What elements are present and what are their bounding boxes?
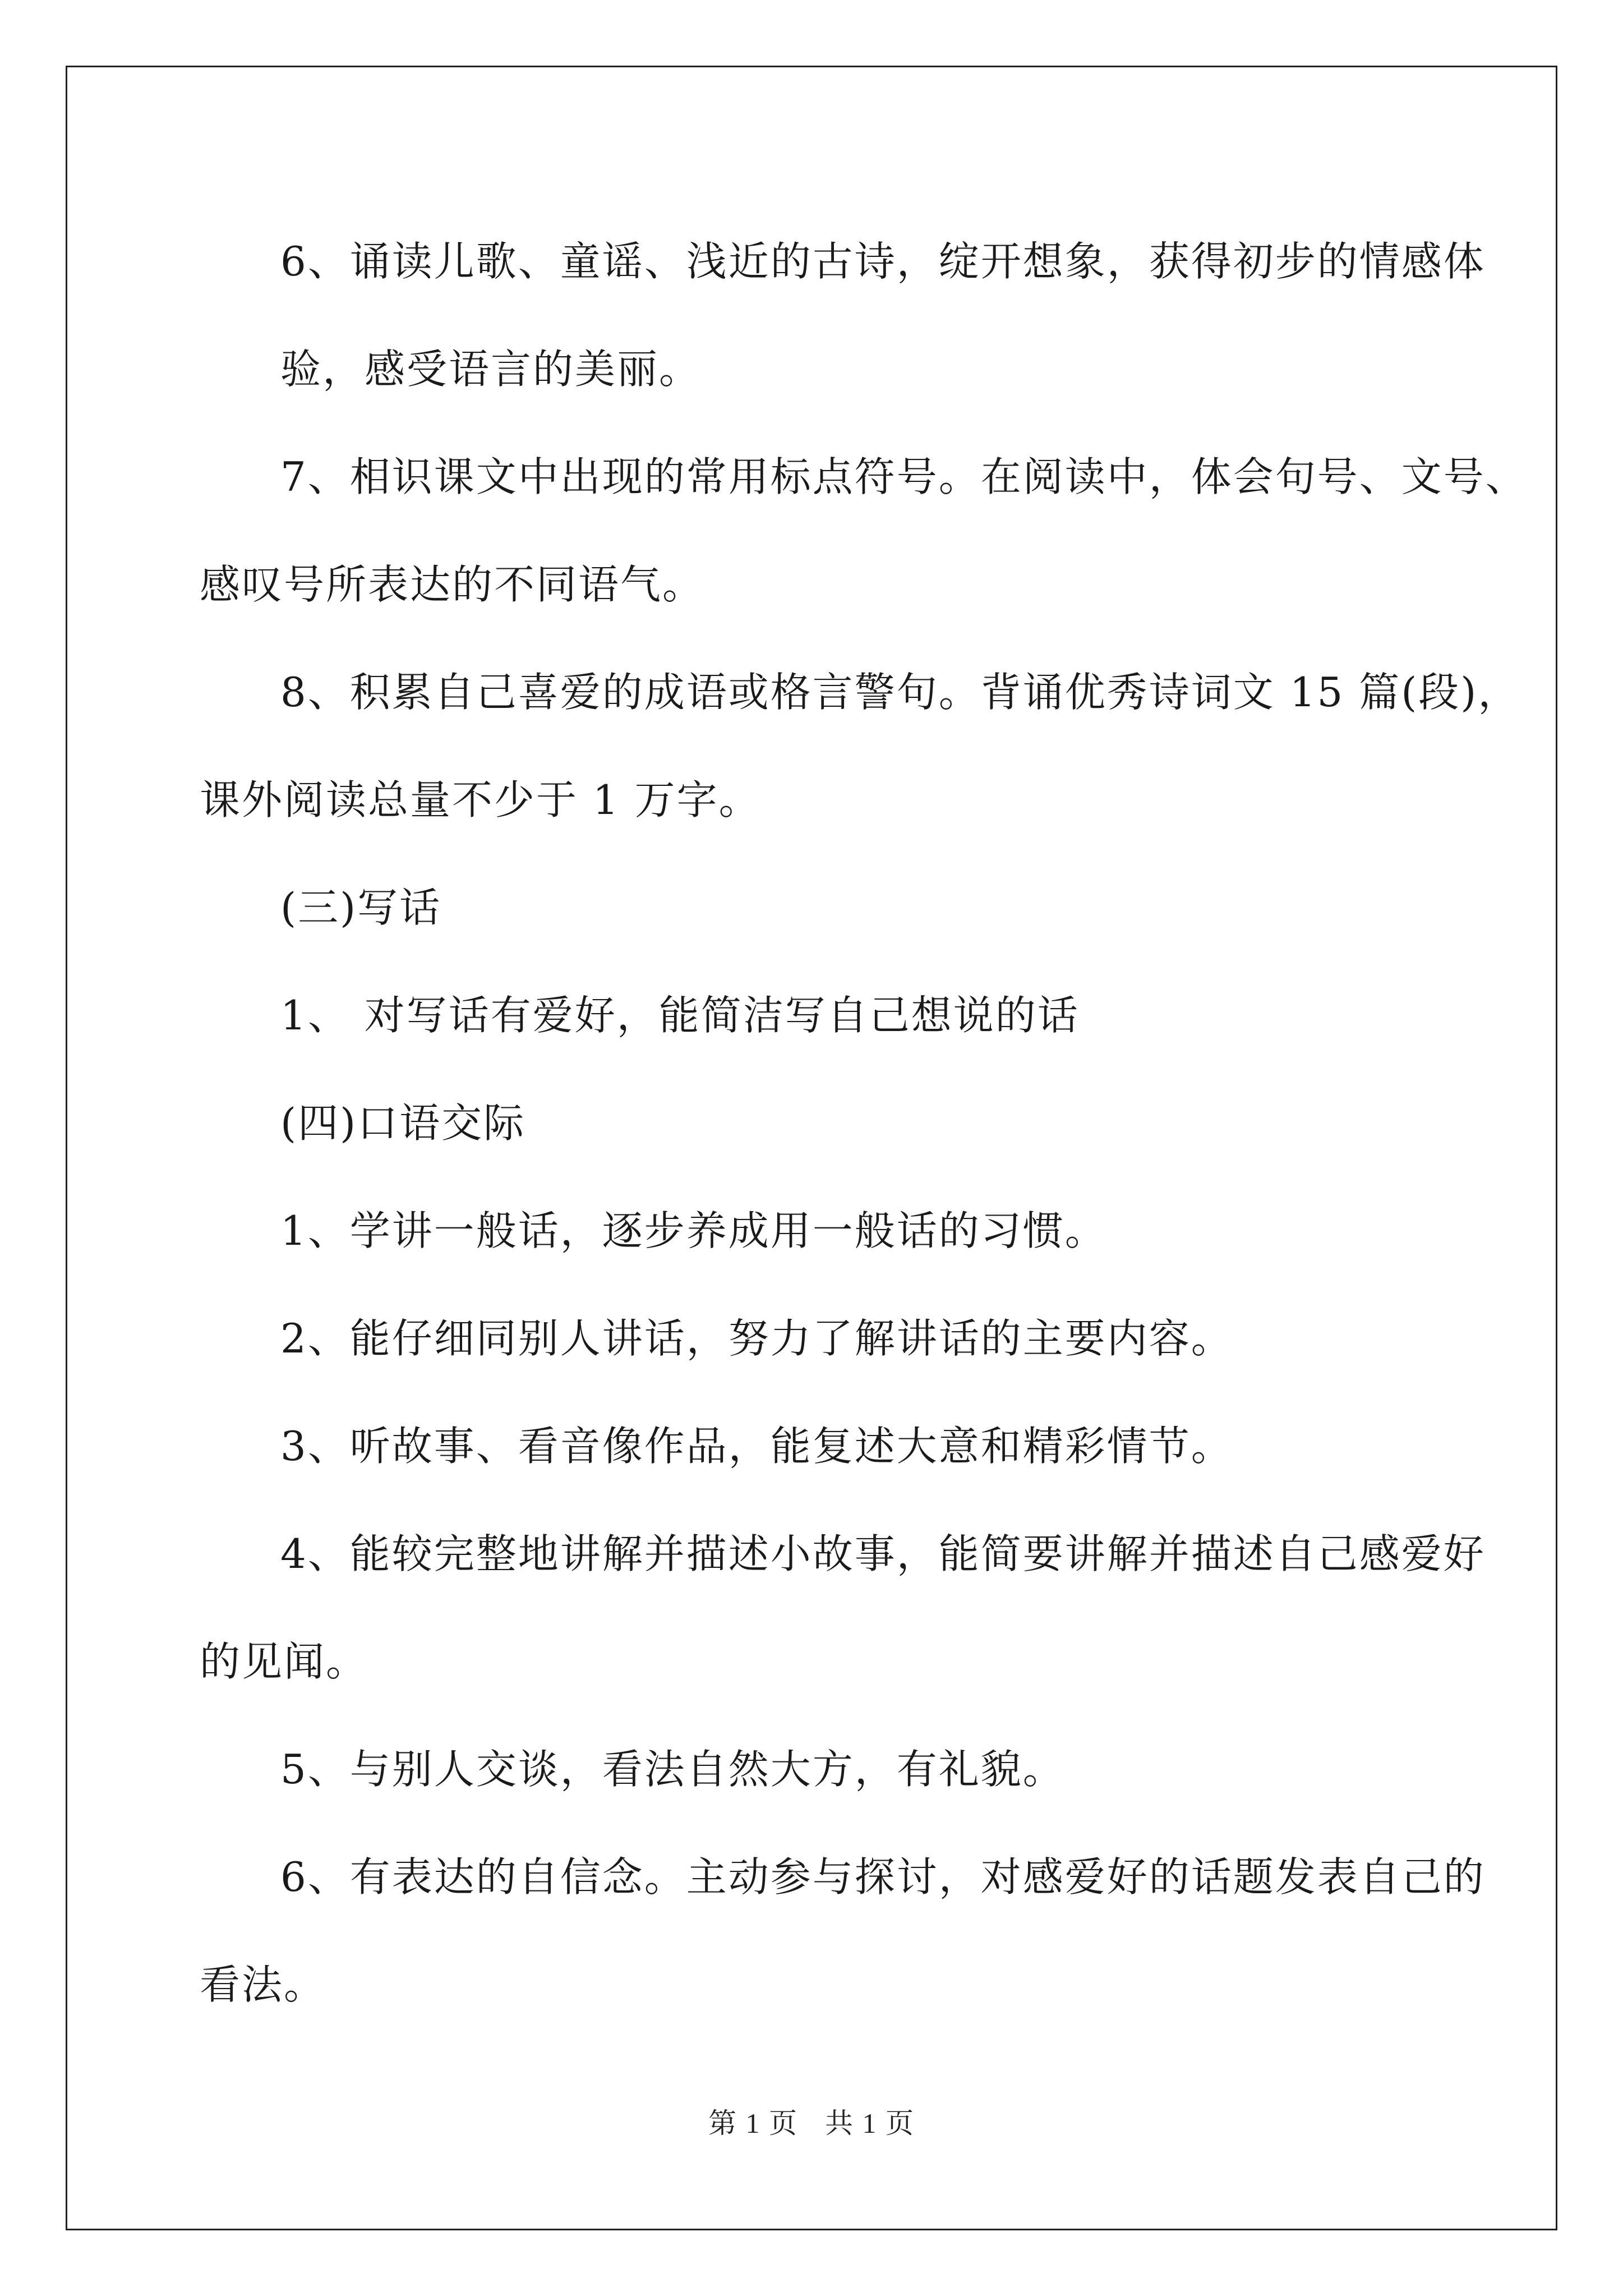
page-number-total: 共 1 页 xyxy=(825,2108,915,2139)
page-number-current: 第 1 页 xyxy=(708,2108,798,2139)
section-heading: (四)口语交际 xyxy=(280,1099,526,1147)
paragraph-line: 6、诵读儿歌、童谣、浅近的古诗，绽开想象，获得初步的情感体 xyxy=(280,238,1486,285)
paragraph-line: 6、有表达的自信念。主动参与探讨，对感爱好的话题发表自己的 xyxy=(280,1853,1486,1901)
document-body xyxy=(200,208,1528,2039)
paragraph-line: 2、能仔细同别人讲话，努力了解讲话的主要内容。 xyxy=(280,1315,1233,1362)
paragraph-line: 感叹号所表达的不同语气。 xyxy=(200,561,705,608)
page-footer xyxy=(0,2101,1623,2141)
paragraph-line: 7、相识课文中出现的常用标点符号。在阅读中，体会句号、文号、 xyxy=(280,453,1528,500)
paragraph-line: 验，感受语言的美丽。 xyxy=(280,346,702,393)
paragraph-line: 的见闻。 xyxy=(200,1638,368,1685)
paragraph-line: 4、能较完整地讲解并描述小故事，能简要讲解并描述自己感爱好 xyxy=(280,1530,1486,1577)
paragraph-line: 1、 对写话有爱好，能简洁写自己想说的话 xyxy=(280,992,1080,1039)
paragraph-line: 1、学讲一般话，逐步养成用一般话的习惯。 xyxy=(280,1207,1107,1254)
paragraph-line: 课外阅读总量不少于 1 万字。 xyxy=(200,776,761,823)
section-heading: (三)写话 xyxy=(280,884,442,931)
paragraph-line: 看法。 xyxy=(200,1961,326,2008)
paragraph-line: 3、听故事、看音像作品，能复述大意和精彩情节。 xyxy=(280,1423,1233,1470)
paragraph-line: 5、与别人交谈，看法自然大方，有礼貌。 xyxy=(280,1746,1065,1793)
paragraph-line: 8、积累自己喜爱的成语或格言警句。背诵优秀诗词文 15 篇(段)， xyxy=(280,669,1520,716)
